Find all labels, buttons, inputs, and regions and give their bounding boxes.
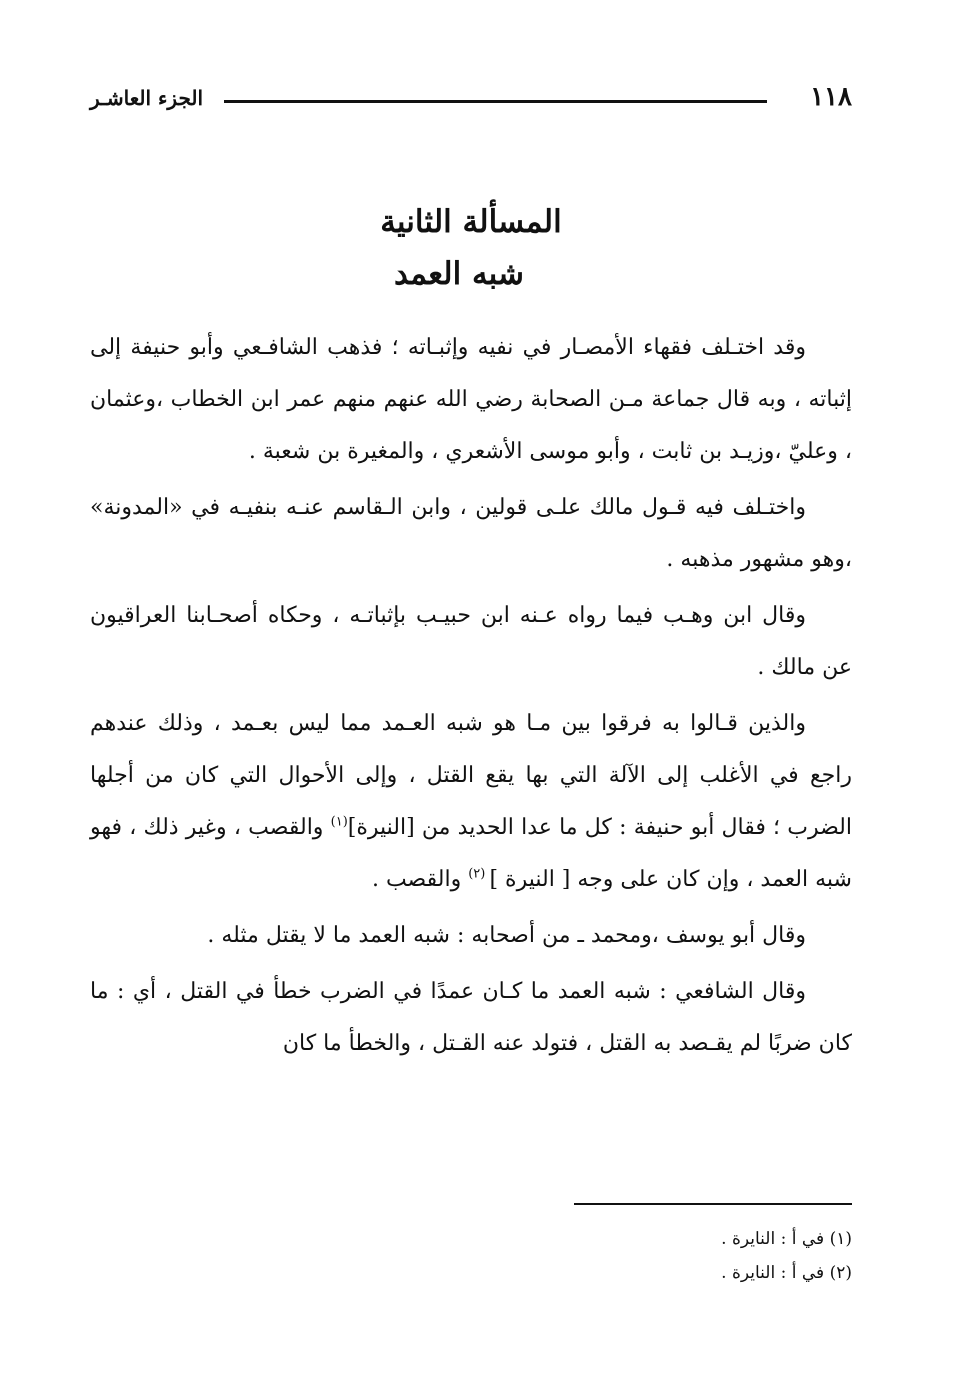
paragraph-6: وقال الشافعي : شبه العمد ما كـان عمدًا في الضرب خطأ في القتل ، أي : ما كان ضربًا لم يقـصد به القتل ، فتولد عنه القـتل ، والخطأ ما كان	[90, 979, 852, 1056]
paragraph-4	[90, 698, 852, 906]
footnote-rule	[574, 1203, 852, 1205]
header-rule	[224, 100, 767, 103]
paragraph-1: وقد اختـلف فقهاء الأمصـار في نفيه وإثبـاته ؛ فذهب الشافـعي وأبو حنيفة إلى إثباته ، وبه قال جماعة مـن الصحابة رضي الله عنهم منهم عمر ابن الخطاب ،وعثمان ، وعليّ ،وزيـد بن ثابت ، وأبو موسى الأشعري ، والمغيرة بن شعبة .	[90, 335, 852, 464]
footnote-ref-1: (١)	[330, 814, 348, 830]
page-number: ١١٨	[810, 82, 852, 112]
paragraph-4-part-2: والقصب ، وغير ذلك ، فهو شبه العمد ، وإن كان على وجه [ النيرة ]	[90, 815, 852, 892]
page-header	[90, 78, 852, 118]
paragraph-3: وقال ابن وهـب فيما رواه عـنه ابن حبيـب بإثباتـه ، وحكاه أصحـابنا العراقيون عن مالك .	[90, 603, 852, 680]
section-subtitle: شبه العمد	[394, 256, 524, 292]
section-title: المسألة الثانية	[380, 204, 562, 240]
footnote-2: (٢) في أ : النايرة .	[721, 1263, 852, 1283]
footnote-ref-2: (٢)	[468, 866, 490, 882]
paragraph-2: واختـلف فيه قـول مالك علـى قولين ، وابن الـقاسم عنـه بنفيـه في «المدونة» ،وهو مشهور مذهبه .	[90, 495, 852, 572]
paragraph-5: وقال أبو يوسف ،ومحمد ـ من أصحابه : شبه العمد ما لا يقتل مثله .	[207, 923, 806, 948]
paragraph-4-part-1: والذين قـالوا به فرقوا بين مـا هو شبه العـمد مما ليس بعـمد ، وذلك عندهم راجع في الأغلب إلى الآلة التي بها يقع القتل ، وإلى الأحوال التي كان من أجلها الضرب ؛ فقال أبو حنيفة : كل ما عدا الحديد من [النيرة]	[90, 711, 852, 840]
footnote-1: (١) في أ : النايرة .	[721, 1229, 852, 1249]
paragraph-4-part-3: والقصب .	[371, 867, 469, 892]
title-block	[90, 196, 852, 300]
running-title: الجزء العاشـر	[90, 86, 204, 110]
body-text	[90, 322, 852, 1074]
footnotes	[352, 1222, 852, 1290]
